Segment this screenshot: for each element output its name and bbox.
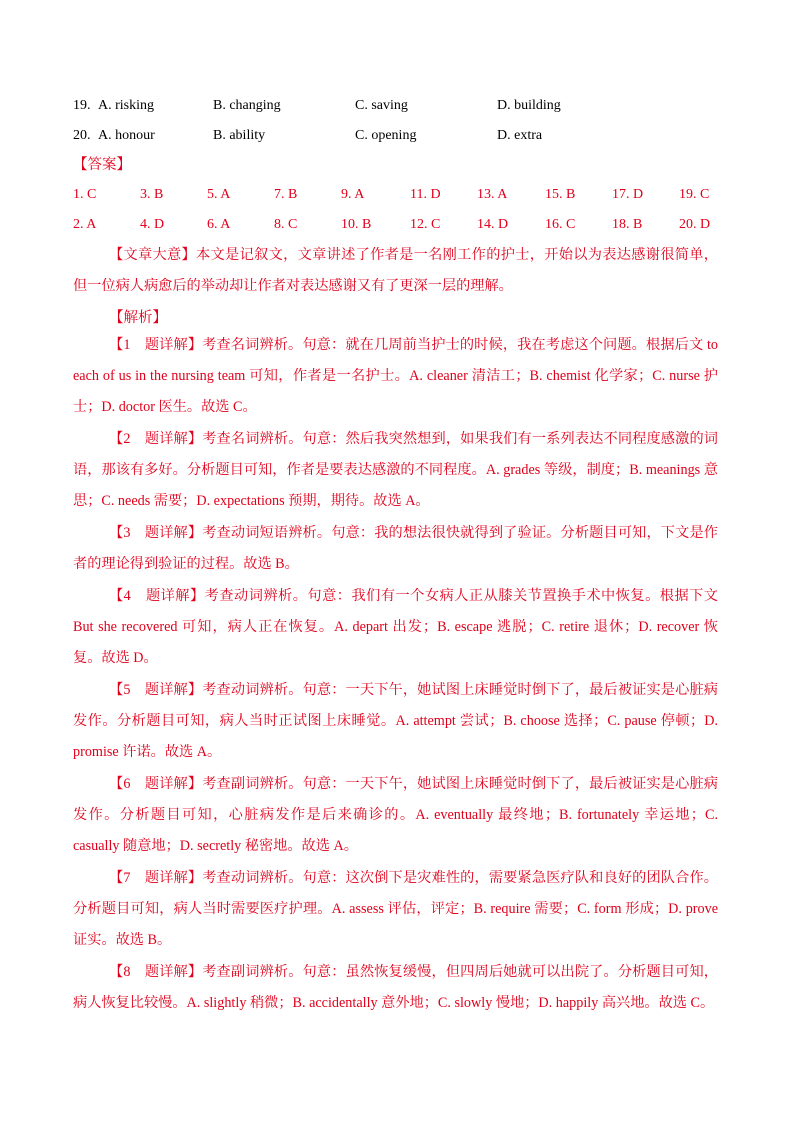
answer-item: 8. C (274, 217, 298, 232)
answer-item: 15. B (545, 187, 576, 202)
answer-item: 16. C (545, 217, 576, 232)
explanation-2: 【2 题详解】考查名词辨析。句意：然后我突然想到，如果我们有一系列表达不同程度感激的词语，那该有多好。分析题目可知，作者是要表达感激的不同程度。A. grades 等级，制度；B. meanings 意思；C. needs 需要；D. expectations 预期，期待。故选 A。 (73, 431, 718, 510)
answer-item: 13. A (477, 187, 508, 202)
answer-item: 2. A (73, 217, 97, 232)
answer-item: 20. D (679, 217, 711, 232)
answer-item: 18. B (612, 217, 643, 232)
explanation-3: 【3 题详解】考查动词短语辨析。句意：我的想法很快就得到了验证。分析题目可知，下文是作者的理论得到验证的过程。故选 B。 (73, 525, 718, 573)
explanation-6: 【6 题详解】考查副词辨析。句意：一天下午，她试图上床睡觉时倒下了，最后被证实是心脏病发作。分析题目可知，心脏病发作是后来确诊的。A. eventually 最终地；B. fortunately 幸运地；C. casually 随意地；D. secretly 秘密地。故选 A。 (73, 776, 718, 855)
answer-item: 12. C (410, 217, 441, 232)
answer-item: 9. A (341, 187, 365, 202)
option-number: 19. (73, 98, 91, 113)
explanation-7: 【7 题详解】考查动词辨析。句意：这次倒下是灾难性的，需要紧急医疗队和良好的团队合作。分析题目可知，病人当时需要医疗护理。A. assess 评估，评定；B. require 需要；C. form 形成；D. prove 证实。故选 B。 (73, 870, 718, 949)
answer-item: 5. A (207, 187, 231, 202)
answer-item: 4. D (140, 217, 165, 232)
answer-item: 11. D (410, 187, 441, 202)
answer-item: 10. B (341, 217, 372, 232)
option-d: D. building (497, 98, 561, 113)
answer-item: 17. D (612, 187, 644, 202)
answer-item: 7. B (274, 187, 298, 202)
option-c: C. opening (355, 128, 417, 143)
option-number: 20. (73, 128, 91, 143)
option-d: D. extra (497, 128, 543, 143)
explanation-8: 【8 题详解】考查副词辨析。句意：虽然恢复缓慢，但四周后她就可以出院了。分析题目可知，病人恢复比较慢。A. slightly 稍微；B. accidentally 意外地；C. slowly 慢地；D. happily 高兴地。故选 C。 (73, 964, 718, 1012)
answer-heading: 【答案】 (73, 157, 131, 173)
article-summary: 【文章大意】本文是记叙文，文章讲述了作者是一名刚工作的护士，开始以为表达感谢很简单，但一位病人病愈后的举动却让作者对表达感谢又有了更深一层的理解。 (73, 247, 718, 295)
explanation-4: 【4 题详解】考查动词辨析。句意：我们有一个女病人正从膝关节置换手术中恢复。根据下文 But she recovered 可知，病人正在恢复。A. depart 出发；B. escape 逃脱；C. retire 退休；D. recover 恢复。故选 D。 (73, 588, 718, 667)
answer-item: 3. B (140, 187, 164, 202)
answer-item: 6. A (207, 217, 231, 232)
option-c: C. saving (355, 98, 408, 113)
option-b: B. changing (213, 98, 281, 113)
answer-item: 19. C (679, 187, 710, 202)
option-a: A. honour (98, 128, 155, 143)
explanation-1: 【1 题详解】考查名词辨析。句意：就在几周前当护士的时候，我在考虑这个问题。根据后文 to each of us in the nursing team 可知，作者是一名护士。A. cleaner 清洁工；B. chemist 化学家；C. nurse 护士；D. doctor 医生。故选 C。 (73, 337, 718, 416)
answer-item: 1. C (73, 187, 97, 202)
option-b: B. ability (213, 128, 266, 143)
option-a: A. risking (98, 98, 154, 113)
answer-item: 14. D (477, 217, 509, 232)
analysis-heading: 【解析】 (109, 310, 167, 326)
explanation-5: 【5 题详解】考查动词辨析。句意：一天下午，她试图上床睡觉时倒下了，最后被证实是心脏病发作。分析题目可知，病人当时正试图上床睡觉。A. attempt 尝试；B. choose 选择；C. pause 停顿；D. promise 许诺。故选 A。 (73, 682, 718, 761)
